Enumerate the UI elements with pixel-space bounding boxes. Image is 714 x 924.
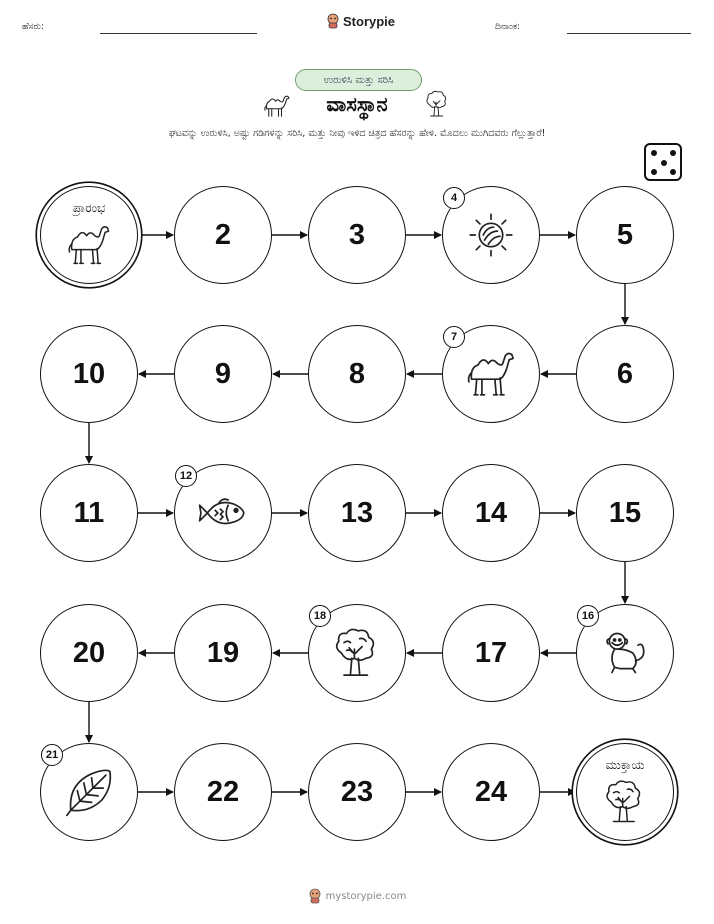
space-number: 11 <box>73 496 105 529</box>
space-number-badge: 7 <box>443 326 465 348</box>
name-label: ಹೆಸರು: <box>22 22 45 32</box>
space-number: 10 <box>72 357 106 390</box>
space-number-badge: 12 <box>175 465 197 487</box>
board-space-13[interactable] <box>308 464 406 562</box>
board-space-17[interactable] <box>442 604 540 702</box>
space-number: 6 <box>616 357 634 390</box>
board-space-9[interactable] <box>174 325 272 423</box>
board-space-22[interactable] <box>174 743 272 841</box>
page-title: ವಾಸಸ್ಥಾನ <box>326 92 388 116</box>
board-space-16[interactable] <box>576 604 674 702</box>
space-number-badge: 4 <box>443 187 465 209</box>
space-number: 23 <box>340 775 374 808</box>
monkey-icon <box>599 627 651 679</box>
finish-label: ಮುಕ್ತಾಯ <box>605 758 645 772</box>
leaf-icon <box>63 766 115 818</box>
board-space-7[interactable] <box>442 325 540 423</box>
start-label: ಪ್ರಾರಂಭ <box>72 201 106 215</box>
start-space[interactable] <box>40 186 138 284</box>
space-number-badge: 18 <box>309 605 331 627</box>
sun-icon <box>465 209 517 261</box>
space-number: 9 <box>214 357 232 390</box>
space-number: 19 <box>206 636 240 669</box>
tree-icon <box>331 627 383 679</box>
board-space-4[interactable] <box>442 186 540 284</box>
board-space-6[interactable] <box>576 325 674 423</box>
space-number: 17 <box>474 636 508 669</box>
board-space-11[interactable] <box>40 464 138 562</box>
board-space-14[interactable] <box>442 464 540 562</box>
space-number: 15 <box>608 496 642 529</box>
board-space-23[interactable] <box>308 743 406 841</box>
board-space-24[interactable] <box>442 743 540 841</box>
board-space-21[interactable] <box>40 743 138 841</box>
space-number: 5 <box>616 218 634 251</box>
board-space-5[interactable] <box>576 186 674 284</box>
finish-space[interactable] <box>576 743 674 841</box>
subtitle-badge: ಉರುಳಿಸಿ ಮತ್ತು ಸರಿಸಿ <box>295 69 422 91</box>
tree-icon <box>602 779 648 825</box>
camel-icon <box>465 348 517 400</box>
space-number: 24 <box>474 775 508 808</box>
board-space-20[interactable] <box>40 604 138 702</box>
date-label: ದಿನಾಂಕ: <box>495 22 521 32</box>
board-space-19[interactable] <box>174 604 272 702</box>
space-number: 3 <box>348 218 366 251</box>
space-number: 14 <box>474 496 508 529</box>
instructions: ಘಟವನ್ನು ಉರುಳಿಸಿ, ಅಷ್ಟು ಗಡಿಗಳನ್ನು ಸರಿಸಿ, ಮತ್ತು ನೀವು ಇಳಿದ ಚಿತ್ರದ ಹೆಸರನ್ನು ಹೇಳಿ. ಮೊದಲು ಮುಗಿದವರು ಗೆಲ್ಲುತ್ತಾರೆ! <box>168 128 546 139</box>
camel-icon <box>66 222 112 268</box>
board-space-2[interactable] <box>174 186 272 284</box>
brand-name: Storypie <box>343 13 396 29</box>
fish-icon <box>197 487 249 539</box>
space-number-badge: 16 <box>577 605 599 627</box>
space-number-badge: 21 <box>41 744 63 766</box>
board-space-3[interactable] <box>308 186 406 284</box>
space-number: 8 <box>348 357 366 390</box>
board-space-12[interactable] <box>174 464 272 562</box>
board-space-15[interactable] <box>576 464 674 562</box>
board-space-18[interactable] <box>308 604 406 702</box>
space-number: 22 <box>206 775 240 808</box>
space-number: 2 <box>214 218 232 251</box>
space-number: 20 <box>72 636 106 669</box>
space-number: 13 <box>340 496 374 529</box>
board-space-8[interactable] <box>308 325 406 423</box>
footer <box>0 888 714 904</box>
mascot-icon <box>308 888 322 904</box>
footer-site: mystorypie.com <box>325 890 407 902</box>
board-space-10[interactable] <box>40 325 138 423</box>
